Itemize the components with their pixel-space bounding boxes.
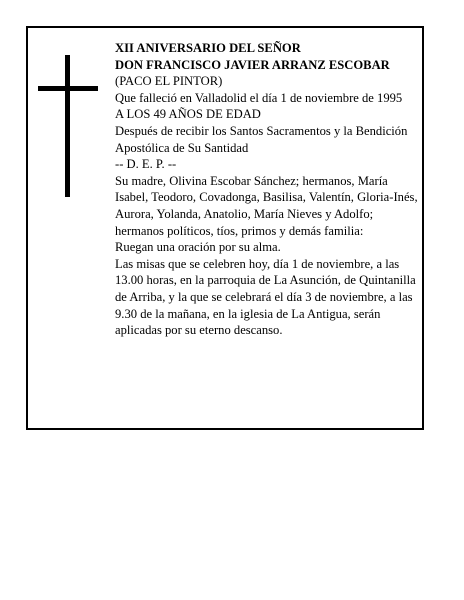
age-statement: A LOS 49 AÑOS DE EDAD (115, 107, 261, 122)
notice-text (115, 40, 423, 339)
obituary-notice (26, 26, 424, 430)
cross-vertical-bar (65, 55, 70, 197)
title-line-2: DON FRANCISCO JAVIER ARRANZ ESCOBAR (115, 57, 390, 72)
rip-line: -- D. E. P. -- (115, 157, 177, 172)
family-statement: Su madre, Olivina Escobar Sánchez; hermanos, María Isabel, Teodoro, Covadonga, Basilisa, Valentín, Gloria-Inés, Aurora, Yolanda, Anatolio, María Nieves y Adolfo; hermanos políticos, tíos, primos y demás familia: (115, 173, 418, 238)
death-statement: Que falleció en Valladolid el día 1 de noviembre de 1995 (115, 90, 403, 105)
masses-statement: Las misas que se celebren hoy, día 1 de noviembre, a las 13.00 horas, en la parroquia de La Asunción, de Quintanilla de Arriba, y la que se celebrará el día 3 de noviembre, a las 9.30 de la mañana, en la iglesia de La Antigua, serán aplicadas por su eterno descanso. (115, 256, 416, 338)
cross-horizontal-bar (38, 86, 98, 91)
nickname: (PACO EL PINTOR) (115, 74, 223, 89)
title-line-1: XII ANIVERSARIO DEL SEÑOR (115, 41, 301, 55)
cross-icon (38, 55, 98, 197)
prayer-request: Ruegan una oración por su alma. (115, 240, 281, 255)
sacraments-statement: Después de recibir los Santos Sacramentos y la Bendición Apostólica de Su Santidad (115, 123, 408, 155)
